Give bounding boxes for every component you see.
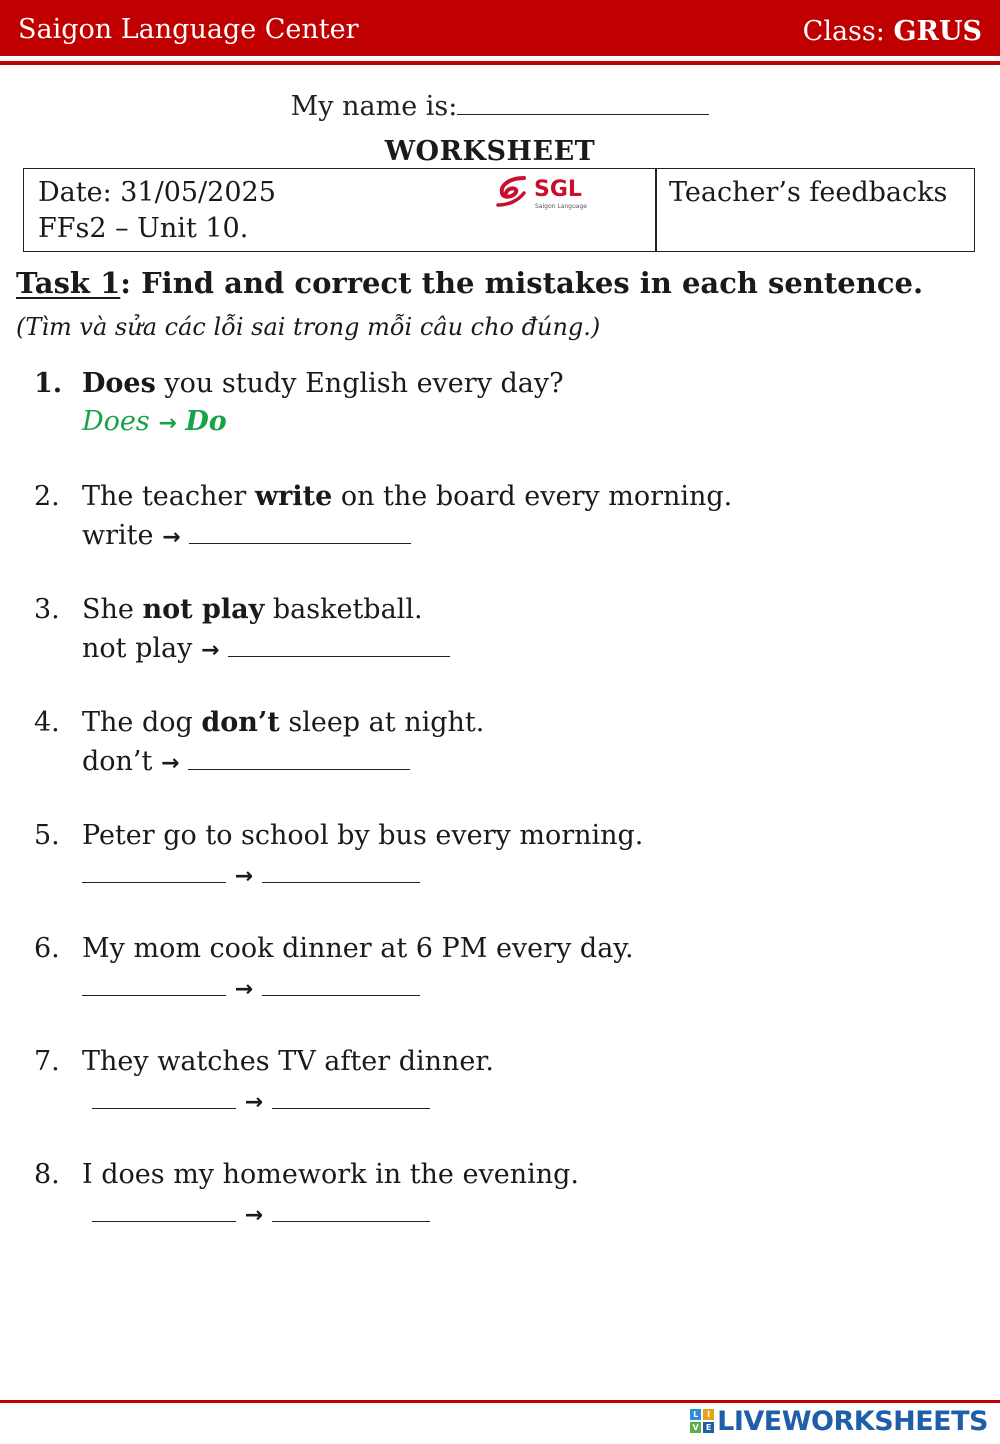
wrong-word: not play [82,633,193,664]
answer-line [82,971,420,1003]
question-number: 4. [34,707,60,738]
question-number: 5. [34,820,60,851]
answer-line [92,1084,430,1116]
sgl-swoosh-icon [494,175,532,209]
answer-blank[interactable] [228,632,450,657]
class-value: GRUS [893,16,982,47]
question-number: 1. [34,368,63,399]
question-sentence: I does my homework in the evening. [82,1159,579,1190]
answer-blank[interactable] [189,519,411,544]
header-divider [0,61,1000,65]
arrow-icon: → [158,411,177,436]
logo-subtext: Saigon Language [535,203,587,210]
answer-blank[interactable] [272,1084,430,1109]
worksheet-title: WORKSHEET [384,136,596,167]
mistake-word: write [254,481,333,512]
question-number: 2. [34,481,60,512]
answer-line [82,745,410,777]
correct-word: Do [185,406,227,437]
info-divider [655,169,657,251]
task-label: Task 1 [16,266,121,300]
name-field-row [0,88,1000,122]
task-translation: (Tìm và sửa các lỗi sai trong mỗi câu cho đúng.) [16,313,601,341]
arrow-icon: → [160,751,180,776]
center-name: Saigon Language Center [18,14,359,45]
answer-line [92,1197,430,1229]
arrow-icon: → [200,638,220,663]
wrong-word: write [82,520,154,551]
answer-blank[interactable] [262,971,420,996]
mistake-word: don’t [201,707,280,738]
answer-blank[interactable] [272,1197,430,1222]
question-number: 6. [34,933,60,964]
example-answer [82,406,227,437]
wrong-blank[interactable] [82,971,226,996]
unit-text: FFs2 – Unit 10. [38,213,249,244]
question-sentence: She not play basketball. [82,594,423,625]
name-prompt: My name is: [290,91,458,122]
question-sentence: My mom cook dinner at 6 PM every day. [82,933,634,964]
mistake-word: Does [82,368,156,399]
question-number: 7. [34,1046,60,1077]
wrong-word: don’t [82,746,153,777]
class-label: Class: [802,16,885,47]
question-sentence: They watches TV after dinner. [82,1046,494,1077]
arrow-icon: → [234,977,254,1002]
question-number: 3. [34,594,60,625]
name-blank[interactable] [457,88,709,115]
task-heading [16,262,986,348]
question-sentence: The teacher write on the board every morning. [82,481,733,512]
mistake-word: not play [142,594,265,625]
info-box [23,168,975,252]
arrow-icon: → [234,864,254,889]
header-bar [0,0,1000,56]
question-sentence: Does you study English every day? [82,368,564,399]
class-info [803,16,982,47]
feedback-label: Teacher’s feedbacks [669,177,948,208]
question-number: 8. [34,1159,60,1190]
wrong-word: Does [82,406,150,437]
date-text: Date: 31/05/2025 [38,177,276,208]
liveworksheets-grid-icon: L I V E [690,1409,714,1433]
answer-line [82,519,411,551]
task-instruction: : Find and correct the mistakes in each sentence. [120,266,924,300]
answer-line [82,858,420,890]
liveworksheets-logo[interactable] [690,1404,988,1438]
logo-text: SGL [534,177,582,202]
question-sentence: Peter go to school by bus every morning. [82,820,644,851]
footer-divider [0,1400,1000,1403]
answer-blank[interactable] [188,745,410,770]
sgl-logo [494,175,594,211]
answer-line [82,632,450,664]
arrow-icon: → [244,1090,264,1115]
answer-blank[interactable] [262,858,420,883]
wrong-blank[interactable] [92,1197,236,1222]
question-sentence: The dog don’t sleep at night. [82,707,485,738]
wrong-blank[interactable] [92,1084,236,1109]
wrong-blank[interactable] [82,858,226,883]
arrow-icon: → [244,1203,264,1228]
arrow-icon: → [162,525,181,550]
liveworksheets-wordmark: LIVEWORKSHEETS [717,1405,988,1437]
